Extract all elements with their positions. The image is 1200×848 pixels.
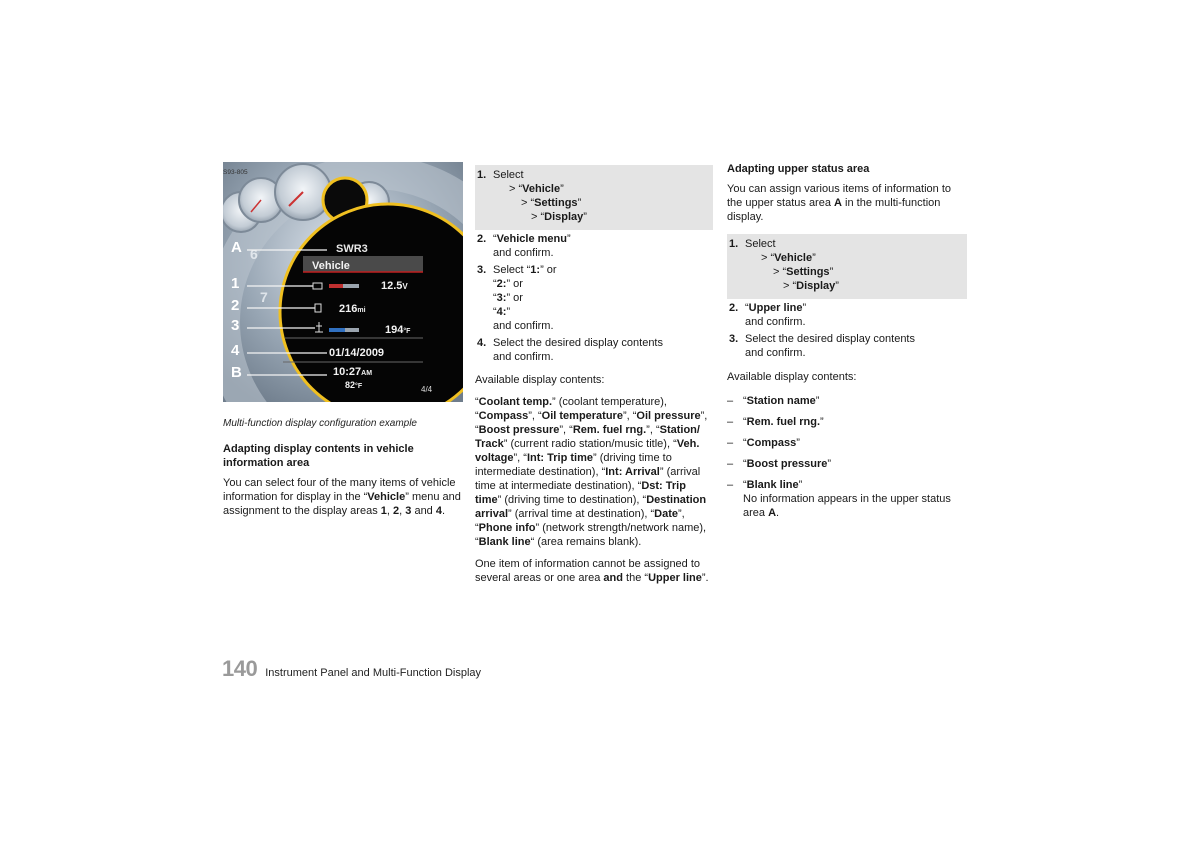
note-upper-line: Upper line (648, 572, 702, 584)
quote-open: “ (493, 278, 497, 290)
vehicle-info-intro (223, 476, 463, 518)
step-2 (475, 232, 713, 260)
step-select: Select (493, 169, 524, 181)
dash: – (727, 479, 734, 491)
content-description: ” (current radio station/music title), (503, 438, 674, 450)
right-step-1-box (727, 234, 967, 299)
step-pre: Select “ (493, 264, 531, 276)
blank-note-area: A (768, 507, 777, 519)
step-4 (475, 336, 713, 364)
content-option: Dst: Trip time (475, 480, 686, 506)
step-confirm: and confirm. (745, 316, 806, 328)
step-number: 3. (477, 264, 487, 276)
content-description: ”, (513, 452, 524, 464)
quote-open: “ (475, 424, 479, 436)
menu-path-settings (493, 197, 581, 209)
option-2: 2: (496, 278, 507, 290)
option-label: Station name (746, 395, 816, 407)
path-close: ” (560, 183, 564, 195)
step-body (493, 168, 713, 224)
content-description: ”, (700, 410, 708, 422)
option-label: Boost pressure (746, 458, 828, 470)
outside-temp-value: 82 (345, 380, 356, 390)
screen-date: 01/14/2009 (329, 347, 385, 359)
time-value: 10:27 (333, 366, 362, 378)
list-item: – “Boost pressure” (727, 458, 832, 470)
content-description: ” (driving time to destination), (497, 494, 643, 506)
option-4: 4: (496, 306, 507, 318)
path-label: Vehicle (774, 252, 813, 264)
note-text-b: the “ (622, 572, 649, 584)
content-option: Compass (478, 410, 529, 422)
menu-path-vehicle (745, 252, 816, 264)
note-text-c: ”. (701, 572, 709, 584)
quote-open: “ (493, 292, 497, 304)
blank-note-b: . (776, 507, 780, 519)
step-text: Select the desired display contents (745, 333, 915, 345)
callout-2: 2 (231, 297, 240, 314)
area-1: 1 (380, 505, 387, 517)
quote-open: “ (601, 466, 606, 478)
blank-note-a: No information appears in the upper status area (743, 493, 951, 519)
step-3 (475, 263, 713, 333)
option-3: 3: (496, 292, 507, 304)
range-value: 216 (339, 303, 358, 315)
content-description: ”, (646, 424, 656, 436)
section-heading-vehicle-info: Adapting display contents in vehicle information area (223, 443, 414, 469)
step-1-box (475, 165, 713, 230)
step-1 (477, 168, 713, 224)
quote-open: “ (475, 522, 479, 534)
upper-line-options (727, 394, 967, 520)
menu-path-settings (745, 266, 833, 278)
display-figure (223, 162, 463, 402)
right-column (727, 162, 967, 527)
content-description: ”, (677, 508, 685, 520)
step-item: Vehicle menu (496, 233, 567, 245)
step-number: 1. (477, 169, 487, 181)
screen-gauge-fraction: 4/4 (421, 385, 433, 394)
content-description: “ (area remains blank). (530, 536, 642, 548)
quote-open: “ (745, 302, 749, 314)
note-and: and (603, 572, 623, 584)
content-description: ” (arrival time at destination), (508, 508, 651, 520)
content-option: Veh. voltage (475, 438, 700, 464)
intro-area-a: A (834, 197, 842, 209)
or-2: ” or (506, 278, 523, 290)
figure-code: S93-805 (223, 169, 248, 176)
quote-close: ” (506, 306, 511, 318)
sep-2: , (399, 505, 406, 517)
or-1: ” or (540, 264, 557, 276)
svg-text:7: 7 (260, 289, 268, 305)
screen-menu-title: Vehicle (312, 260, 350, 272)
step-body (493, 336, 713, 364)
step-confirm: and confirm. (493, 351, 554, 363)
path-close: ” (577, 197, 582, 209)
path-close: ” (835, 280, 839, 292)
section-heading-upper-status: Adapting upper status area (727, 163, 870, 175)
intro-text-a: You can assign various items of information to the upper status area (727, 183, 951, 209)
callout-a: A (231, 239, 242, 256)
quote-open: “ (475, 410, 479, 422)
coolant-value: 194 (385, 324, 404, 336)
path-label: Vehicle (522, 183, 561, 195)
option-label: Blank line (746, 479, 799, 491)
intro-text-b: ” menu and assignment to the display areas (223, 491, 461, 517)
step-body (745, 332, 967, 360)
path-close: ” (829, 266, 834, 278)
option-label: Rem. fuel rng. (746, 416, 821, 428)
content-option: Phone info (478, 522, 536, 534)
path-prefix: > “ (509, 183, 523, 195)
callout-3: 3 (231, 317, 240, 334)
step-number: 2. (729, 302, 739, 314)
instrument-cluster-illustration (223, 162, 463, 402)
step-number: 3. (729, 333, 739, 345)
area-4: 4 (435, 505, 442, 517)
option-label: Compass (746, 437, 797, 449)
quote-open: “ (642, 494, 647, 506)
step-number: 2. (477, 233, 487, 245)
content-option: Date (654, 508, 678, 520)
path-prefix: > “ (521, 197, 535, 209)
content-description: ” (coolant temperature), (552, 396, 667, 408)
path-prefix: > “ (761, 252, 775, 264)
content-option: Station/ Track (475, 424, 700, 450)
figure-caption: Multi-function display configuration example (223, 418, 417, 429)
dash: – (727, 395, 734, 407)
list-item: – “Rem. fuel rng.” (727, 416, 824, 428)
step-item: Upper line (748, 302, 803, 314)
content-description: ” (arrival time at intermediate destination), (475, 466, 701, 492)
right-available-label: Available display contents: (727, 371, 857, 383)
callout-1: 1 (231, 275, 240, 292)
content-description: ” (network strength/network name), (535, 522, 707, 534)
available-contents-list (475, 395, 713, 549)
list-item: – “Station name” (727, 395, 820, 407)
content-option: Oil pressure (636, 410, 701, 422)
path-prefix: > “ (531, 211, 545, 223)
step-confirm: and confirm. (493, 320, 554, 332)
content-option: Coolant temp. (478, 396, 553, 408)
content-option: Destination arrival (475, 494, 707, 520)
assignment-note (475, 557, 713, 585)
quote-close: ” (566, 233, 571, 245)
content-option: Boost pressure (478, 424, 560, 436)
callout-b: B (231, 364, 242, 381)
coolant-unit: °F (403, 328, 411, 335)
middle-column (475, 165, 713, 593)
content-option: Blank line (478, 536, 531, 548)
path-prefix: > “ (773, 266, 787, 278)
quote-open: “ (493, 233, 497, 245)
step-body (745, 301, 967, 329)
available-contents-label: Available display contents: (475, 374, 605, 386)
path-label: Settings (534, 197, 578, 209)
path-label: Display (796, 280, 836, 292)
content-description: ”, (559, 424, 570, 436)
step-confirm: and confirm. (493, 247, 554, 259)
range-unit: mi (357, 307, 366, 314)
quote-open: “ (523, 452, 527, 464)
content-option: Int: Arrival (605, 466, 660, 478)
quote-open: “ (569, 424, 573, 436)
outside-temp-unit: °F (355, 383, 363, 390)
svg-text:6: 6 (250, 246, 258, 262)
quote-close: ” (802, 302, 807, 314)
sep-3: and (411, 505, 436, 517)
right-step-2 (727, 301, 967, 329)
intro-text-a: You can select four of the many items of vehicle information for display in the “ (223, 477, 456, 503)
area-3: 3 (405, 505, 412, 517)
step-select: Select (745, 238, 776, 250)
quote-open: “ (475, 536, 479, 548)
step-text: Select the desired display contents (493, 337, 663, 349)
screen-station: SWR3 (336, 243, 368, 255)
list-item: – “Compass” (727, 437, 800, 449)
quote-open: “ (655, 424, 660, 436)
or-3: ” or (506, 292, 523, 304)
content-description: ”, (528, 410, 538, 422)
content-description: ” (driving time to intermediate destination), (475, 452, 672, 478)
quote-open: “ (637, 480, 642, 492)
quote-open: “ (475, 396, 479, 408)
menu-path-vehicle (493, 183, 564, 195)
intro-vehicle: Vehicle (367, 491, 406, 503)
path-label: Settings (786, 266, 830, 278)
quote-open: “ (537, 410, 542, 422)
content-option: Rem. fuel rng. (572, 424, 647, 436)
option-1: 1: (530, 264, 541, 276)
quote-open: “ (673, 438, 677, 450)
intro-text-b: in the multi-function display. (727, 197, 941, 223)
note-text-a: One item of information cannot be assigned to several areas or one area (475, 558, 701, 584)
step-body (493, 263, 713, 333)
time-unit: AM (361, 370, 373, 377)
quote-open: “ (650, 508, 655, 520)
content-option: Oil temperature (541, 410, 623, 422)
path-close: ” (812, 252, 816, 264)
step-number: 4. (477, 337, 487, 349)
sep-1: , (386, 505, 394, 517)
period: . (441, 505, 446, 517)
callout-4: 4 (231, 342, 240, 359)
left-column (223, 442, 463, 524)
step-body (745, 237, 967, 293)
path-close: ” (583, 211, 587, 223)
voltage-unit: V (402, 282, 408, 291)
dash: – (727, 458, 734, 470)
upper-status-intro (727, 182, 967, 224)
dash: – (727, 416, 734, 428)
right-step-1 (729, 237, 967, 293)
right-step-3 (727, 332, 967, 360)
path-label: Display (544, 211, 584, 223)
path-prefix: > “ (783, 280, 797, 292)
menu-path-display (493, 211, 587, 223)
quote-open: “ (493, 306, 497, 318)
content-description: ”, (622, 410, 633, 422)
page-footer (222, 656, 482, 681)
chapter-title: Instrument Panel and Multi-Function Display (265, 667, 482, 679)
menu-path-display (745, 280, 839, 292)
content-option: Int: Trip time (526, 452, 593, 464)
voltage-value: 12.5 (381, 280, 403, 292)
page-number: 140 (222, 656, 258, 681)
dash: – (727, 437, 734, 449)
list-item: – “Blank line” No information appears in the upper status area A. (727, 479, 951, 519)
step-body (493, 232, 713, 260)
area-2: 2 (393, 505, 400, 517)
quote-open: “ (632, 410, 637, 422)
step-confirm: and confirm. (745, 347, 806, 359)
step-number: 1. (729, 238, 739, 250)
